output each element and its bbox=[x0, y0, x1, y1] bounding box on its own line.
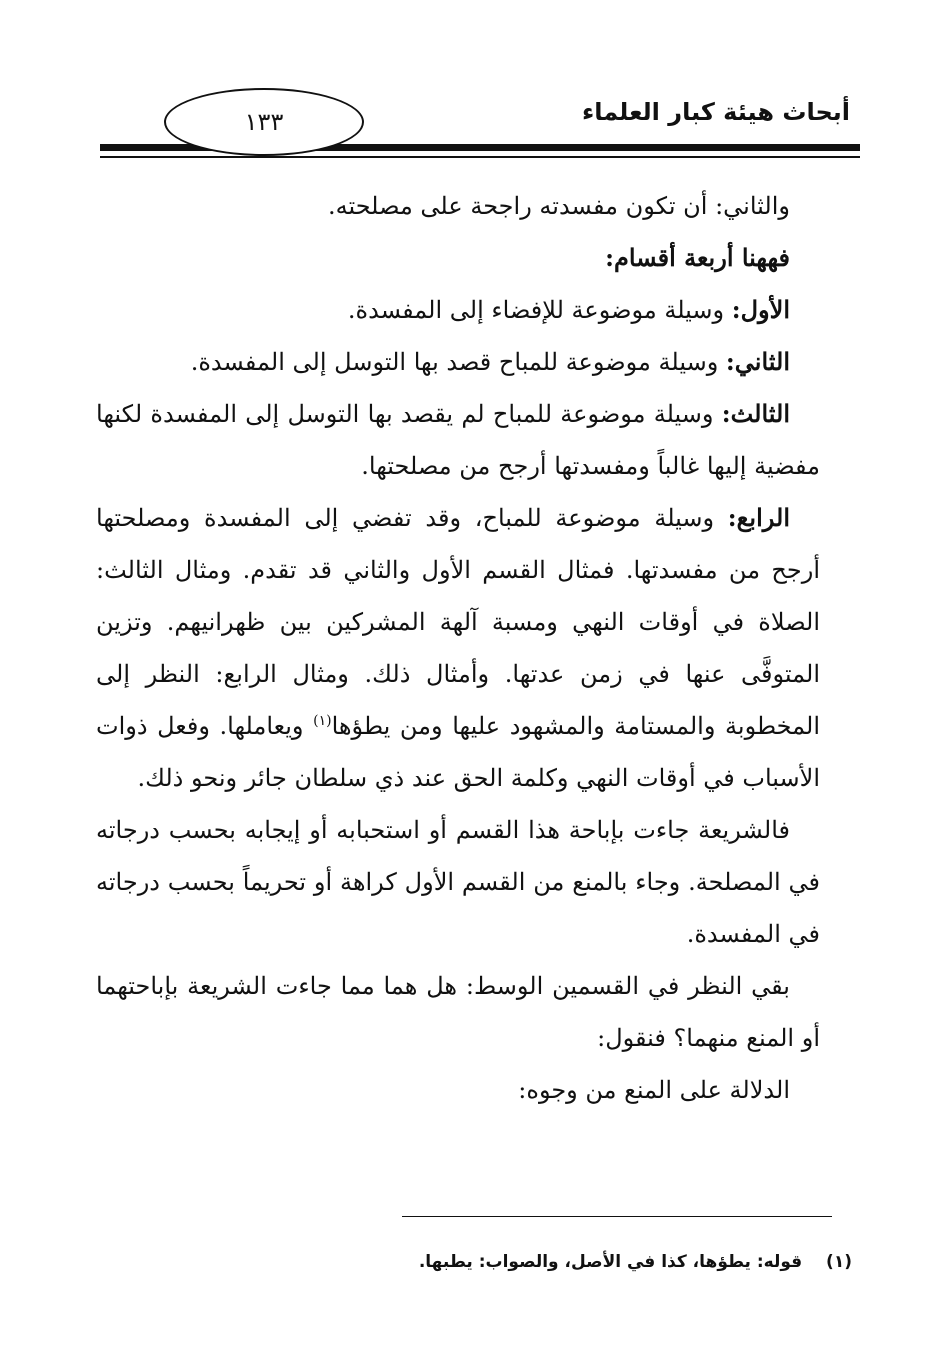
page-header bbox=[100, 88, 860, 168]
item-text: وسيلة موضوعة للمباح، وقد تفضي إلى المفسدة ومصلحتها أرجح من مفسدتها. فمثال القسم الأول والثاني قد تقدم. ومثال الثالث: الصلاة في أوقات النهي ومسبة آلهة المشركين بين ظهرانيهم. وتزين المتوفَّى عنها في زمن عدتها. وأمثال ذلك. ومثال الرابع: النظر إلى المخطوبة والمستامة والمشهود عليها ومن يطؤها bbox=[96, 504, 820, 740]
item-text: وسيلة موضوعة للمباح قصد بها التوسل إلى المفسدة. bbox=[190, 348, 726, 376]
page-number: ١٣٣ bbox=[164, 88, 364, 156]
footnote bbox=[419, 1252, 852, 1272]
item-label: الثاني: bbox=[725, 347, 790, 376]
footnote-text: قوله: يطؤها، كذا في الأصل، والصواب: يطبها. bbox=[418, 1252, 803, 1272]
paragraph bbox=[96, 336, 820, 388]
item-label: الرابع: bbox=[727, 503, 790, 532]
item-text: ويعاملها. وفعل ذوات الأسباب في أوقات النهي وكلمة الحق عند ذي سلطان جائر ونحو ذلك. bbox=[96, 712, 820, 792]
item-label: الثالث: bbox=[721, 399, 790, 428]
paragraph: الدلالة على المنع من وجوه: bbox=[518, 1076, 790, 1104]
paragraph bbox=[96, 284, 820, 336]
item-text: وسيلة موضوعة للإفضاء إلى المفسدة. bbox=[347, 296, 732, 324]
item-text: وسيلة موضوعة للمباح لم يقصد بها التوسل إلى المفسدة لكنها مفضية إليها غالباً ومفسدتها أرجح من مصلحتها. bbox=[96, 400, 820, 480]
running-title: أبحاث هيئة كبار العلماء bbox=[581, 98, 850, 126]
item-label: الأول: bbox=[731, 295, 790, 324]
footnote-separator bbox=[402, 1216, 832, 1217]
footnote-number: (١) bbox=[826, 1252, 852, 1272]
paragraph: بقي النظر في القسمين الوسط: هل هما مما جاءت الشريعة بإباحتهما أو المنع منهما؟ فنقول: bbox=[96, 972, 820, 1052]
paragraph bbox=[96, 492, 820, 804]
paragraph: فالشريعة جاءت بإباحة هذا القسم أو استحبابه أو إيجابه بحسب درجاته في المصلحة. وجاء بالمنع من القسم الأول كراهة أو تحريماً بحسب درجاته في المفسدة. bbox=[96, 816, 820, 948]
body-text bbox=[96, 180, 820, 1116]
footnote-reference[interactable]: (١) bbox=[313, 713, 332, 729]
header-rule-thin bbox=[100, 156, 860, 158]
paragraph bbox=[96, 388, 820, 492]
paragraph-heading: فههنا أربعة أقسام: bbox=[605, 243, 790, 272]
paragraph: والثاني: أن تكون مفسدته راجحة على مصلحته. bbox=[327, 192, 790, 220]
